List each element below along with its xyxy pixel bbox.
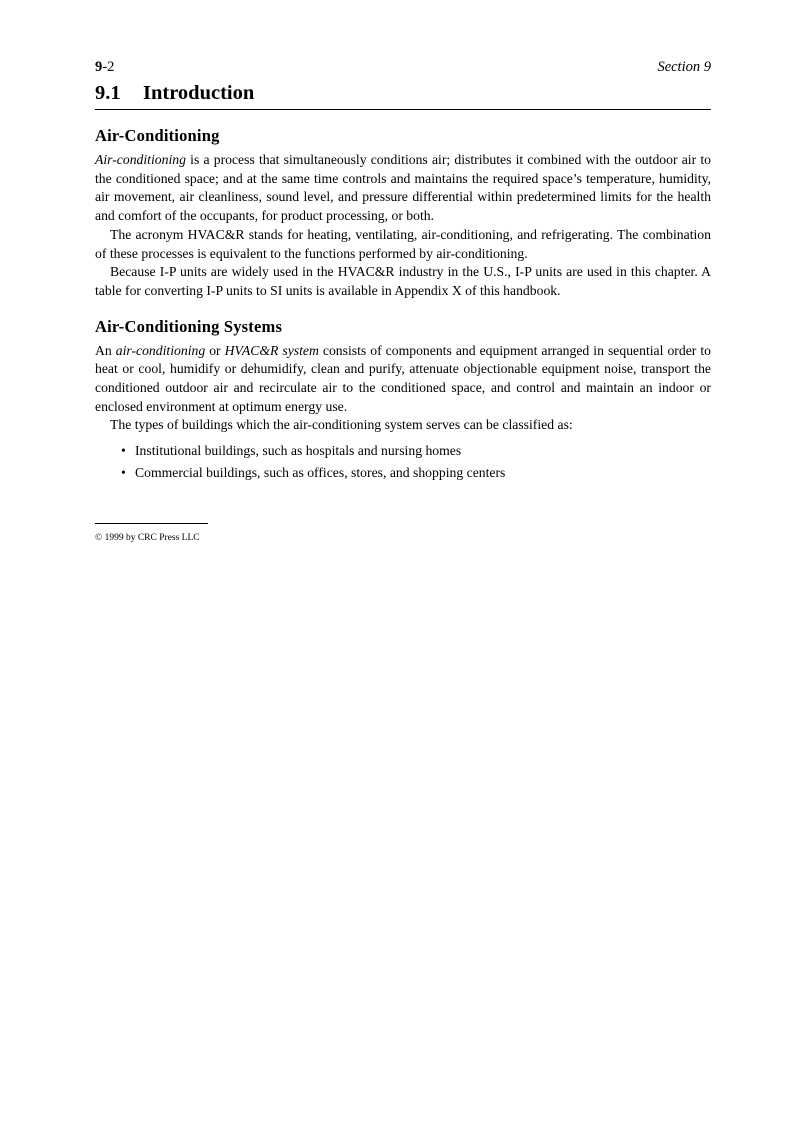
paragraph-ac-definition: Air-conditioning is a process that simultaneously conditions air; distributes it combined with the outdoor air to the conditioned space; and at the same time controls and maintains the required space’s temperature, humidity, air movement, air cleanliness, sound level, and pressure differential within predetermined limits for the health and comfort of the occupants, for product processing, or both. [95,152,711,224]
copyright-notice: © 1999 by CRC Press LLC [95,533,200,544]
running-header [95,58,711,76]
document-page [95,58,711,544]
section-label: Section 9 [657,59,711,75]
page-number: 9-2 [95,59,115,75]
paragraph-units: Because I-P units are widely used in the HVAC&R industry in the U.S., I-P units are used in this chapter. A table for converting I-P units to SI units is available in Appendix X of this handbook. [95,264,711,298]
paragraph-building-types: The types of buildings which the air-conditioning system serves can be classified as: [110,417,573,433]
term-hvacr-system: HVAC&R system [224,342,319,358]
heading-air-conditioning-systems: Air-Conditioning Systems [95,316,283,336]
list-item: • Commercial buildings, such as offices, stores, and shopping centers [121,462,711,484]
bullet-icon: • [121,465,126,481]
paragraph-system-definition: An air-conditioning or HVAC&R system consists of components and equipment arranged in sequential order to heat or cool, humidify or dehumidify, clean and purify, attenuate objectionable equipment noise, transport the conditioned outdoor air and recirculate air to the conditioned space, and control and maintain an indoor or enclosed environment at optimum energy use. [95,342,711,414]
section-title [95,81,711,110]
section-title-text: Introduction [143,82,255,104]
term-air-conditioning-2: air-conditioning [115,342,206,358]
bullet-icon: • [121,443,126,459]
term-air-conditioning: Air-conditioning [95,152,186,167]
paragraph-hvacr-acronym: The acronym HVAC&R stands for heating, ventilating, air-conditioning, and refrigerating. The combination of these processes is equivalent to the functions performed by air-conditioning. [95,226,711,261]
heading-air-conditioning: Air-Conditioning [95,126,220,145]
list-item: • Institutional buildings, such as hospitals and nursing homes [121,440,711,462]
section-number: 9.1 [95,82,121,104]
footnote-divider [95,523,208,524]
building-types-list [95,440,711,484]
